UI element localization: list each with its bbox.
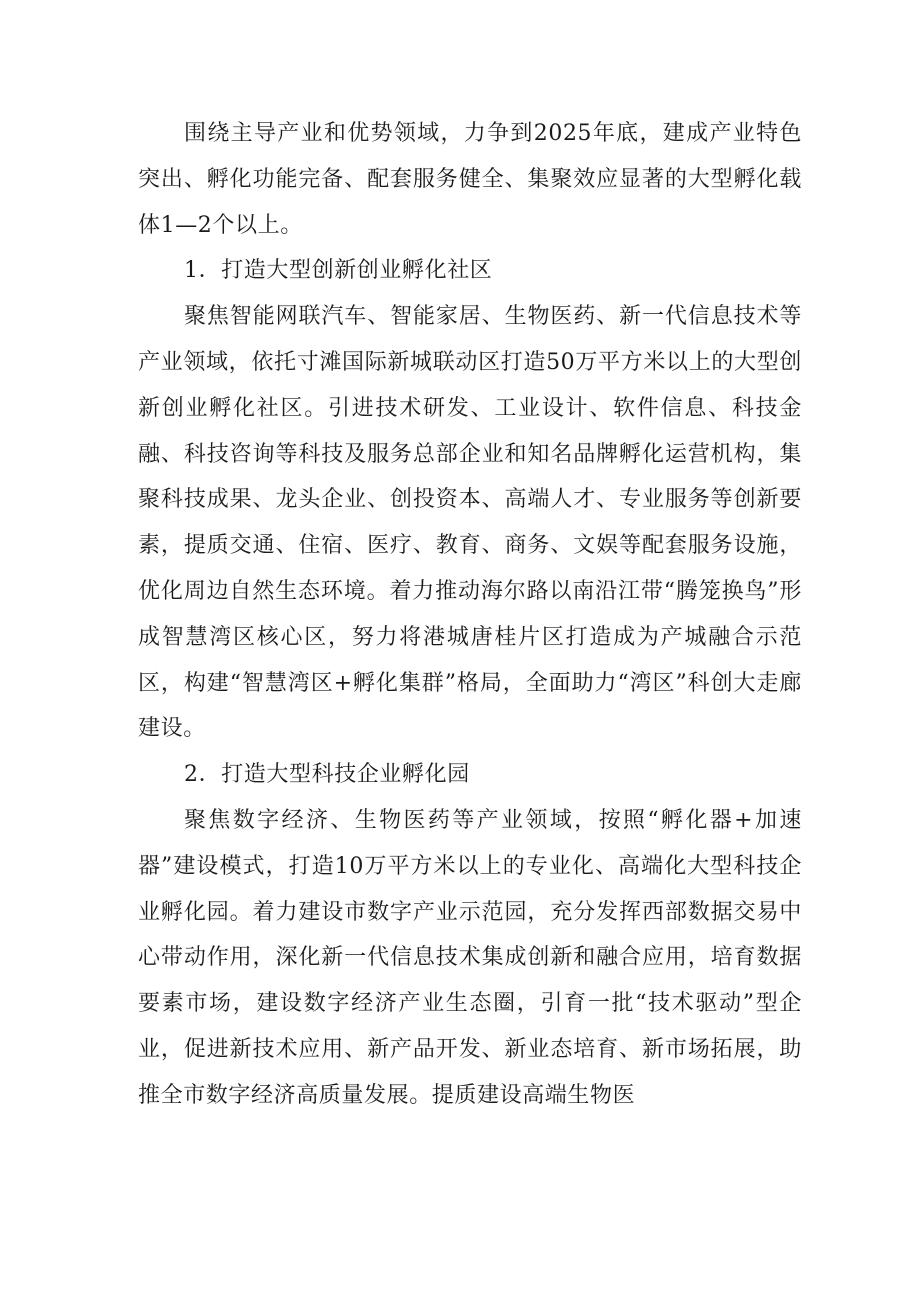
paragraph-intro: 围绕主导产业和优势领域，力争到2025年底，建成产业特色突出、孵化功能完备、配套服务健全、集聚效应显著的大型孵化载体1—2个以上。 (138, 121, 802, 238)
section-heading-2: 2．打造大型科技企业孵化园 (184, 762, 470, 788)
paragraph-section-2: 聚焦数字经济、生物医药等产业领域，按照“孵化器+加速器”建设模式，打造10万平方米以上的专业化、高端化大型科技企业孵化园。着力建设市数字产业示范园，充分发挥西部数据交易中心带动作用，深化新一代信息技术集成创新和融合应用，培育数据要素市场，建设数字经济产业生态圈，引育一批“技术驱动”型企业，促进新技术应用、新产品开发、新业态培育、新市场拓展，助推全市数字经济高质量发展。提质建设高端生物医 (138, 807, 802, 1108)
section-heading-1: 1．打造大型创新创业孵化社区 (184, 258, 493, 284)
document-body (138, 111, 802, 1119)
paragraph-section-1: 聚焦智能网联汽车、智能家居、生物医药、新一代信息技术等产业领域，依托寸滩国际新城联动区打造50万平方米以上的大型创新创业孵化社区。引进技术研发、工业设计、软件信息、科技金融、科技咨询等科技及服务总部企业和知名品牌孵化运营机构，集聚科技成果、龙头企业、创投资本、高端人才、专业服务等创新要素，提质交通、住宿、医疗、教育、商务、文娱等配套服务设施，优化周边自然生态环境。着力推动海尔路以南沿江带“腾笼换鸟”形成智慧湾区核心区，努力将港城唐桂片区打造成为产城融合示范区，构建“智慧湾区+孵化集群”格局，全面助力“湾区”科创大走廊建设。 (138, 304, 802, 742)
